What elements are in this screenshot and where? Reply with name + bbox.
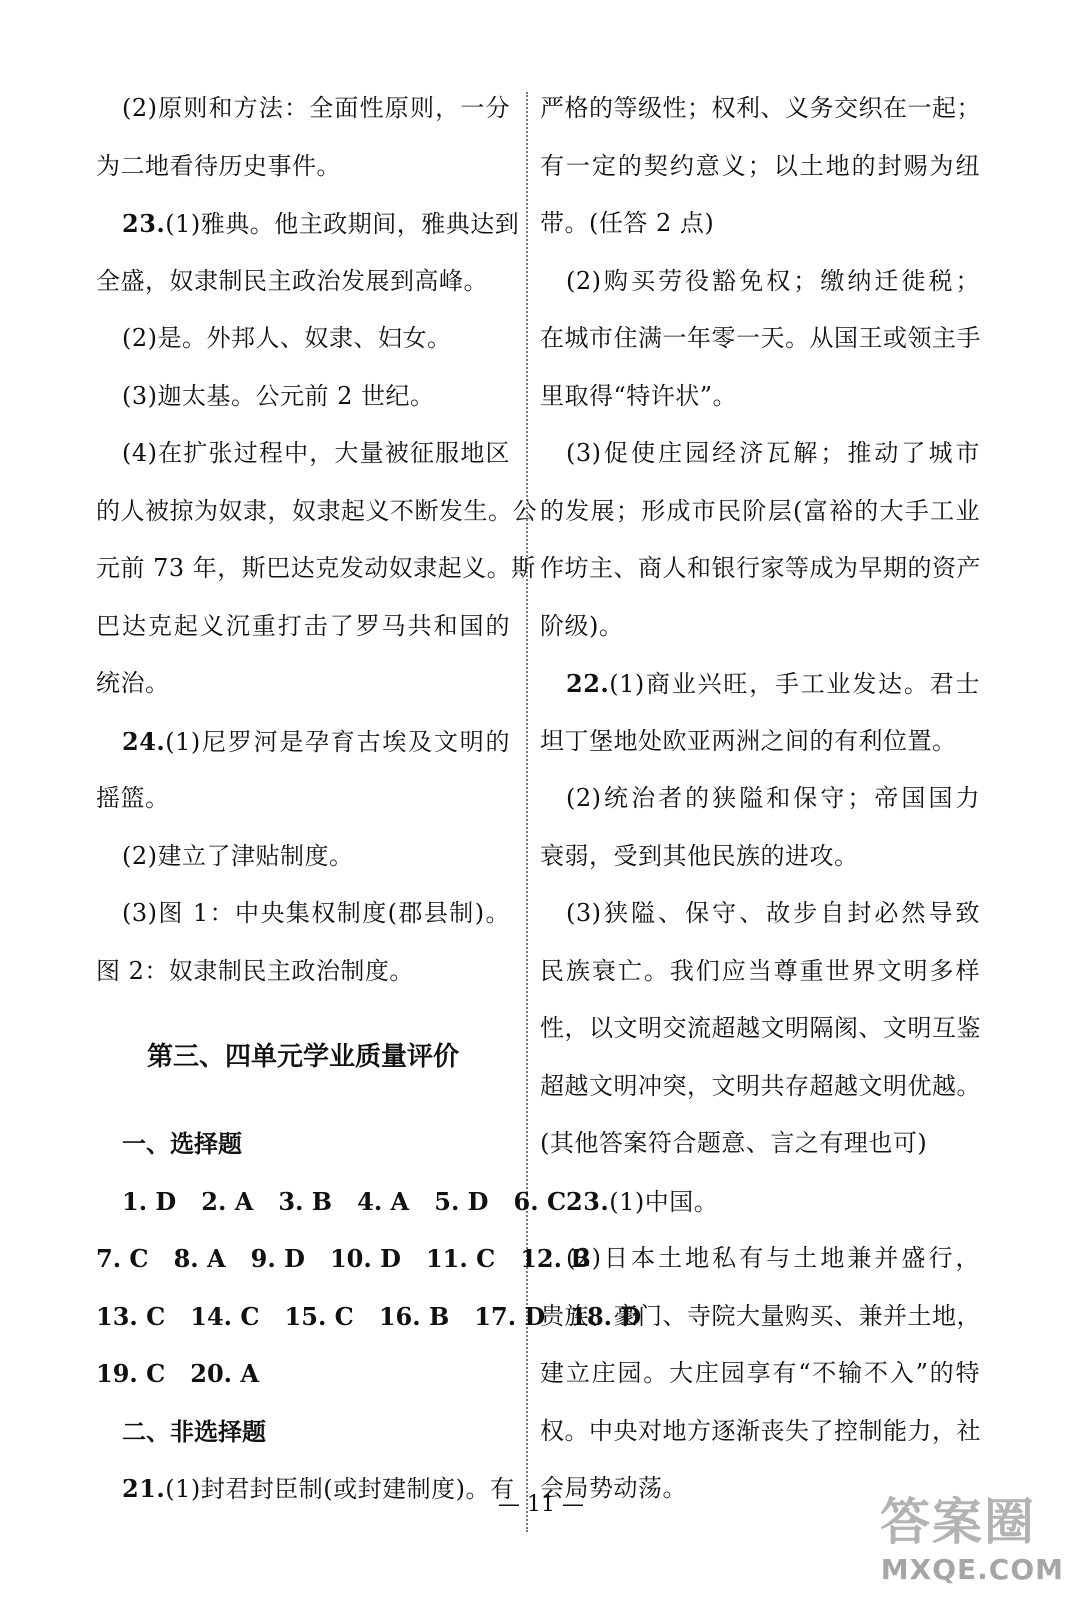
watermark-url: MXQE.COM [880,1553,1064,1586]
text-line [540,655,980,713]
text-line [96,80,510,138]
line-text: (4)在扩张过程中，大量被征服地区 [122,439,510,467]
text-line [96,425,510,483]
text-line [96,138,510,196]
question-number: 23. [122,209,166,238]
line-text: 全盛，奴隶制民主政治发展到高峰。 [96,266,488,295]
line-text: (3)图 1：中央集权制度(郡县制)。 [122,899,510,927]
line-text: (其他答案符合题意、言之有理也可) [540,1129,928,1157]
line-text: 统治。 [96,669,170,697]
text-line [540,80,980,138]
text-line [540,1173,980,1231]
text-line [540,1403,980,1461]
text-line [540,943,980,1001]
text-line [540,195,980,253]
text-line [96,828,510,886]
line-text: 里取得“特许状”。 [540,381,738,410]
answer-row: 1. D 2. A 3. B 4. A 5. D 6. C [122,1186,567,1216]
line-text: (2)是。外邦人、奴隶、妇女。 [122,324,452,352]
text-line [540,138,980,196]
text-line [540,425,980,483]
nonchoice-section-title: 二、非选择题 [122,1416,266,1446]
text-line [540,1345,980,1403]
text-line [540,1000,980,1058]
text-line [540,598,980,656]
text-line [96,598,510,656]
line-text: (2)日本土地私有与土地兼并盛行， [566,1244,980,1272]
text-line [540,1230,980,1288]
left-column-lines [96,80,537,1000]
line-text: 巴达克起义沉重打击了罗马共和国的 [96,611,510,640]
line-text: (1)雅典。他主政期间，雅典达到 [165,210,520,238]
text-line [540,1288,980,1346]
line-text: (3)促使庄园经济瓦解；推动了城市 [566,439,980,467]
text-line [540,885,980,943]
answer-row: 7. C 8. A 9. D 10. D 11. C 12. B [96,1244,591,1273]
line-text: (1)商业兴旺，手工业发达。君士 [609,670,980,698]
line-text: (1)中国。 [609,1187,719,1216]
line-text: (3)迦太基。公元前 2 世纪。 [122,381,435,410]
text-line [540,310,980,368]
line-text: 元前 73 年，斯巴达克发动奴隶起义。斯 [96,554,536,582]
line-text: 图 2：奴隶制民主政治制度。 [96,956,414,985]
text-line [96,943,510,1001]
text-line [96,770,510,828]
line-text: (1)尼罗河是孕育古埃及文明的 [165,727,510,756]
text-line [540,1058,980,1116]
line-text: (2)购买劳役豁免权；缴纳迁徙税； [566,266,980,295]
line-text: 阶级)。 [540,611,624,640]
line-text: 的人被掠为奴隶，奴隶起义不断发生。公 [96,496,537,525]
watermark-text: 答案圈 [880,1493,1036,1551]
text-line [540,483,980,541]
text-line [540,713,980,771]
line-text: (2)原则和方法：全面性原则，一分 [122,94,510,122]
question-number: 21. [122,1474,166,1503]
section-heading: 第三、四单元学业质量评价 [146,1042,459,1072]
line-text: 民族衰亡。我们应当尊重世界文明多样 [540,956,980,985]
line-text: 的发展；形成市民阶层(富裕的大手工业 [540,496,980,525]
text-line [96,195,520,253]
right-column-lines [540,80,980,1518]
text-line [540,368,980,426]
line-text: 超越文明冲突，文明共存超越文明优越。 [540,1071,981,1100]
text-line [540,540,980,598]
question-number: 24. [122,726,166,756]
line-text: 有一定的契约意义；以土地的封赐为纽 [540,151,980,180]
text-line [96,253,510,311]
line-text: (2)建立了津贴制度。 [122,841,354,870]
text-line [540,253,980,311]
text-line [96,540,536,598]
watermark-logo [864,1482,1064,1592]
line-text: 为二地看待历史事件。 [96,151,341,180]
text-line [540,770,980,828]
text-line [96,310,510,368]
text-line [96,368,510,426]
text-line [540,828,980,886]
line-text: 衰弱，受到其他民族的进攻。 [540,841,859,870]
text-line [96,655,510,713]
question-number: 22. [566,669,610,698]
right-column [540,80,980,1518]
line-text: (2)统治者的狭隘和保守；帝国国力 [566,784,980,812]
choice-section-title: 一、选择题 [122,1129,242,1158]
question-number: 23. [566,1186,610,1216]
line-text: 作坊主、商人和银行家等成为早期的资产 [540,554,981,582]
text-line [96,713,510,771]
text-line [96,483,537,541]
line-text: 权。中央对地方逐渐丧失了控制能力，社 [540,1416,981,1445]
line-text: 建立庄园。大庄园享有“不输不入”的特 [540,1359,980,1387]
line-text: 贵族、豪门、寺院大量购买、兼并土地， [540,1301,981,1330]
line-text: 带。(任答 2 点) [540,209,715,237]
line-text: 摇篮。 [96,784,170,812]
answer-row: 13. C 14. C 15. C 16. B 17. D 18. D [96,1301,642,1331]
line-text: 坦丁堡地处欧亚两洲之间的有利位置。 [540,726,957,755]
line-text: 严格的等级性；权利、义务交织在一起； [540,94,981,122]
question-text: (1)封君封臣制(或封建制度)。有 [165,1475,515,1503]
line-text: 性，以文明交流超越文明隔阂、文明互鉴 [540,1014,981,1042]
text-line [96,885,510,943]
line-text: (3)狭隘、保守、故步自封必然导致 [566,899,980,927]
text-line [540,1115,980,1173]
page-number: — 11 — [498,1492,584,1517]
line-text: 会局势动荡。 [540,1474,687,1502]
line-text: 在城市住满一年零一天。从国王或领主手 [540,324,981,352]
answer-row: 19. C 20. A [96,1359,260,1388]
